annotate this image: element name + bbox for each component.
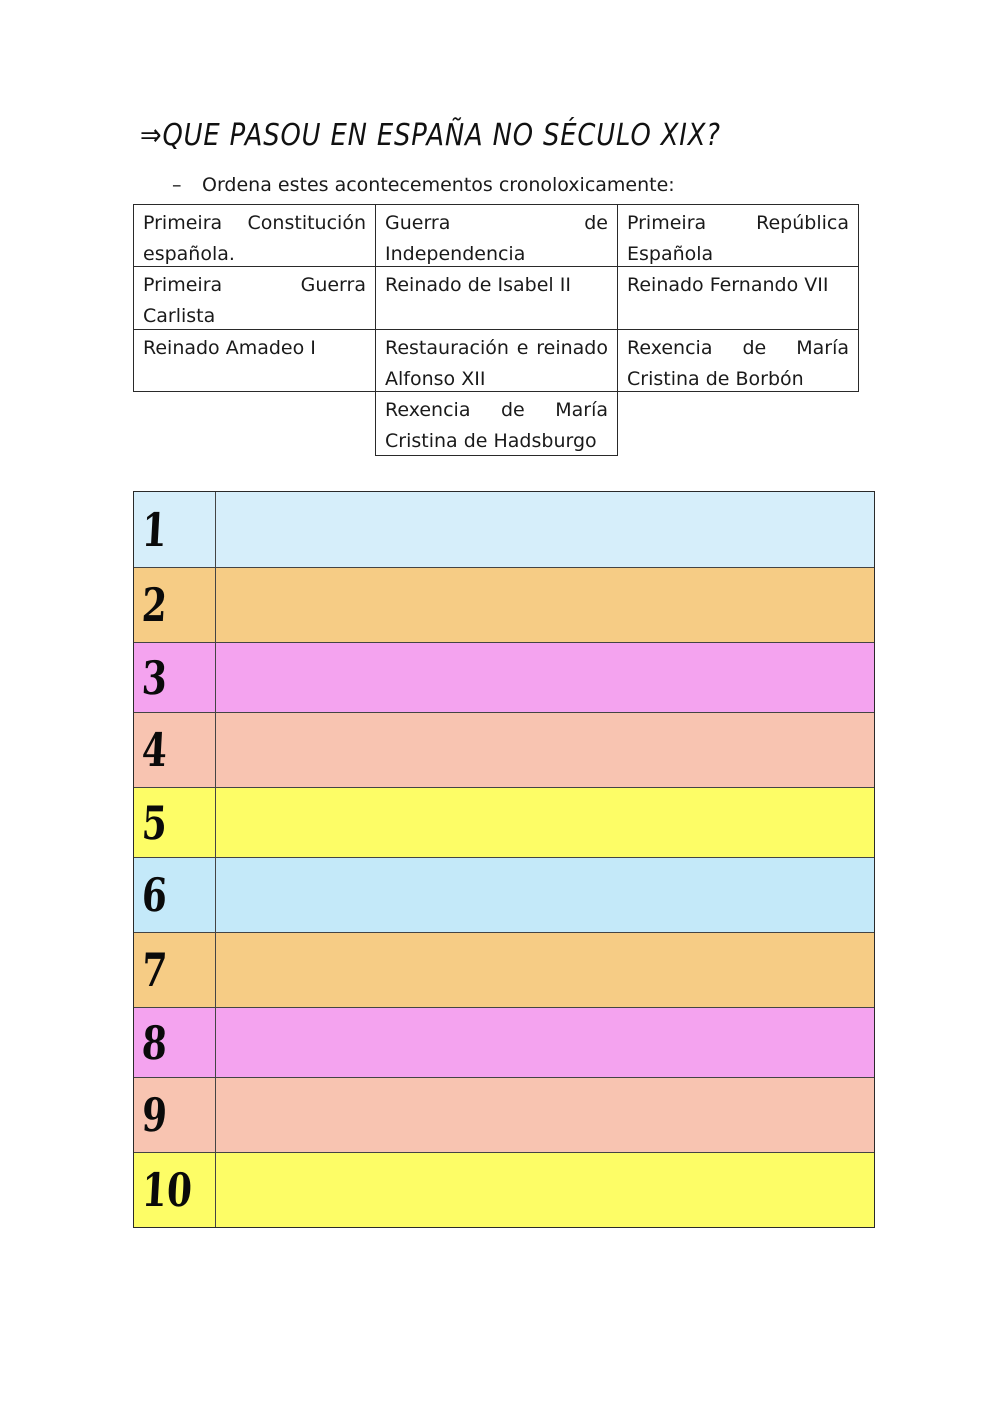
- number-cell: [134, 788, 216, 857]
- answer-field[interactable]: [216, 1153, 874, 1227]
- answer-row: [134, 642, 874, 712]
- number-cell: [134, 858, 216, 932]
- row-number: 8: [140, 1015, 169, 1070]
- answer-row: [134, 567, 874, 642]
- worksheet-title: ⇒QUE PASOU EN ESPAÑA NO SÉCULO XIX?: [140, 118, 721, 153]
- events-table: [133, 204, 859, 456]
- answer-row: [134, 1077, 874, 1152]
- number-cell: [134, 568, 216, 642]
- row-number: 6: [140, 868, 169, 922]
- event-cell: Primeira República Española: [617, 204, 859, 267]
- number-cell: [134, 1153, 216, 1227]
- answer-field[interactable]: [216, 788, 874, 857]
- event-cell: Reinado de Isabel II: [375, 266, 618, 330]
- answer-table: [133, 491, 875, 1228]
- answer-field[interactable]: [216, 568, 874, 642]
- event-cell: Primeira Constitución española.: [133, 204, 376, 267]
- answer-row: [134, 492, 874, 567]
- row-number: 5: [140, 795, 169, 850]
- answer-row: [134, 1152, 874, 1227]
- answer-field[interactable]: [216, 643, 874, 712]
- answer-field[interactable]: [216, 1008, 874, 1077]
- event-cell: Restauración e reinado Alfonso XII: [375, 329, 618, 392]
- answer-field[interactable]: [216, 1078, 874, 1152]
- event-cell: Primeira Guerra Carlista: [133, 266, 376, 330]
- answer-field[interactable]: [216, 492, 874, 567]
- answer-row: [134, 787, 874, 857]
- number-cell: [134, 643, 216, 712]
- instruction-text: Ordena estes acontecementos cronoloxicamente:: [202, 174, 675, 196]
- answer-row: [134, 1007, 874, 1077]
- number-cell: [134, 713, 216, 787]
- row-number: 9: [140, 1088, 169, 1142]
- answer-row: [134, 857, 874, 932]
- row-number: 3: [140, 650, 169, 705]
- row-number: 2: [140, 578, 169, 632]
- event-cell: Rexencia de María Cristina de Borbón: [617, 329, 859, 392]
- answer-field[interactable]: [216, 713, 874, 787]
- number-cell: [134, 933, 216, 1007]
- row-number: 7: [140, 943, 169, 997]
- row-number: 1: [140, 502, 169, 557]
- number-cell: [134, 1008, 216, 1077]
- answer-row: [134, 932, 874, 1007]
- event-cell: Guerra de Independencia: [375, 204, 618, 267]
- answer-field[interactable]: [216, 933, 874, 1007]
- number-cell: [134, 492, 216, 567]
- number-cell: [134, 1078, 216, 1152]
- instruction-bullet: –: [172, 174, 182, 196]
- row-number: 10: [140, 1163, 194, 1217]
- event-cell: Reinado Fernando VII: [617, 266, 859, 330]
- row-number: 4: [140, 723, 169, 777]
- event-cell: Reinado Amadeo I: [133, 329, 376, 392]
- answer-row: [134, 712, 874, 787]
- answer-field[interactable]: [216, 858, 874, 932]
- instruction: [172, 174, 675, 196]
- event-cell: Rexencia de María Cristina de Hadsburgo: [375, 391, 618, 456]
